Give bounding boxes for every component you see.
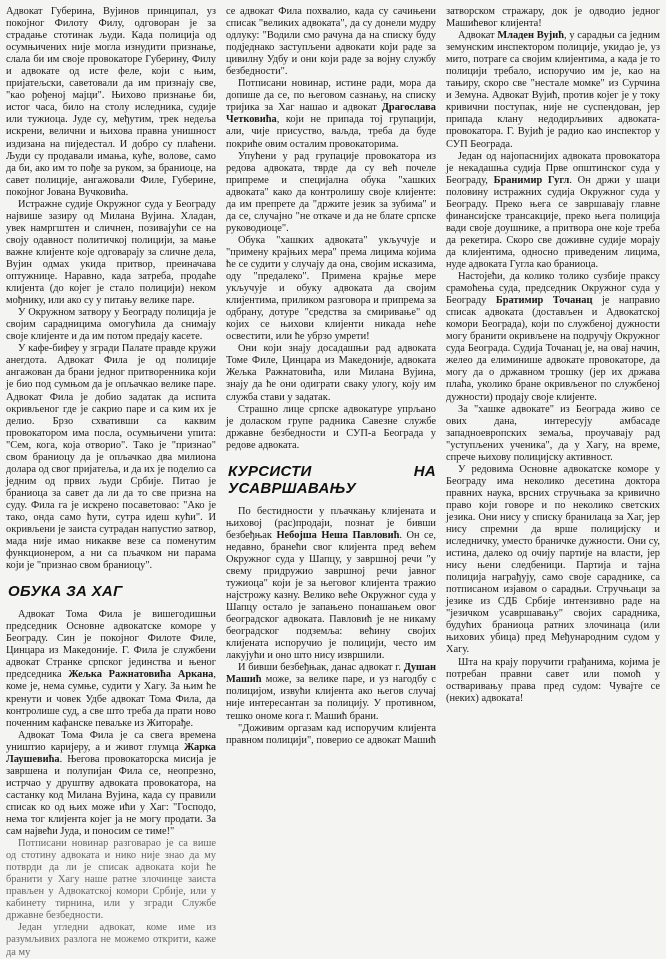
paragraph: За "хашке адвокате" из Београда живо се ових дана, интересују амбасаде западноевропских земаља, проучавају рад "уступљених ученика", да у Хагу, на време, спрече њихову полицијску активност. — [446, 403, 660, 463]
paragraph: затворском стражару, док је одводио једног Машићевог клијента! — [446, 6, 660, 30]
paragraph — [6, 609, 216, 729]
paragraph: Адвокат Губерина, Вујинов принципал, уз покојног Филоту Филу, одговоран је за страдање стотинак људи. Када полиција од осумњичених није могла изнудити признање, слала би им своје провокаторе Губерину, Филу и адвокате од исте феле, који с њим, пријатељски, саветовали да им признају све, "као рођеној мајци". Њихово признање би, истог часа, било на столу иследника, судије или тужиоца. Јуде су, међутим, трек недеља искрени, велични и њихова правна унишност издизана на пиједестал. И добро су плаћени. Људи су продавали имања, куће, волове, само да би, ако им то пође за руком, за браниоце, на савет полиције, ангажовали Филе, Губерине, покојног Јована Вучковића. — [6, 6, 216, 198]
text: И бивши безбеђњак, данас адвокат г. — [238, 662, 404, 674]
text: Адвокат Тома Фила је са свега времена уништио каријеру, а и живот глумца — [6, 729, 216, 753]
person-name: Братимир Точанац — [495, 295, 593, 307]
text: . Његова провокаторска мисија је завршена и полупијан Фила се, неопрезно, истрчао у друштву адвоката провокатора, на састанку код Милана Вујина, када су правили списак ко од њих може ићи у Хаг: "Господо, нема тог клијента којег ја не могу продати. За сам највећи Јуда, и поносим се тиме!" — [6, 753, 216, 838]
text: Адвокат Тома Фила је вишегодишњи председник Основне адвокатске коморе у Београду. Син је покојног Филоте Филе, Цинцара из Македоније. Г. Фила је службени адвокат Странке српског јединства и њеног председника — [6, 609, 216, 681]
text: . Он држи у шаци половину истражних судија Окружног суда у Београду. Преко њега се завршавају главне финансијске трансакције, преко њега полиција вади своје доушнике, а притвора оне које треба да рекетира. Скоро све доживне судије морају да клијентима, односно приведеним лицима, нуде адвоката Гугла као браниоца. — [446, 174, 660, 270]
paragraph: се адвокат Фила похвалио, када су сачињени списак "великих адвоката", да су донели мудру одлуку: "Водили смо рачуна да на списку буду подједнако заступљени адвокати који раде за цивилну Удбу и они који раде за војну службу безбедности". — [226, 6, 436, 78]
text: Један од најопаснијих адвоката провокатора је некадашња судија Прве општинског суда у Београду, — [446, 150, 660, 186]
paragraph: "Доживим оргазам кад испоручим клијента правном полицији", поверио се адвокат Машић — [226, 722, 436, 746]
text: , коме је, нема сумње, судити у Хагу. За њим ће кренути и човек Удбе адвокат Тома Фила, да контролише суд, а све што треба да прати ново поченним кафанске певаљке из Житорађе. — [6, 669, 216, 729]
paragraph: Један угледни адвокат, коме име из разумљивих разлога не можемо открити, каже да му — [6, 922, 216, 958]
person-name: Жељка Ражнатовића Аркана — [68, 669, 214, 681]
paragraph: Обука "хашких адвоката" укључује и "примену крајњих мера" према лицима којима ће се судити у случају да она, својим исказима, оду "предалеко". Примена крајње мере укључује и обуку адвоката да својим клијентима, приликом разговора и припрема за одбрану, дотуре "средства за смиривање" од којих се њихови клијенти никада неће освестити, или ће убрзо умрети! — [226, 234, 436, 343]
person-name: Жарка Лаушевића — [6, 741, 216, 765]
paragraph — [446, 271, 660, 404]
text: По бестидности у пљачкању клијената и њиховој (рас)продаји, познат је бивши безбеђњак — [226, 505, 436, 541]
person-name: Бранимир Гугл — [493, 174, 570, 186]
paragraph: Страшно лице српске адвокатуре упрљано је доласком групе радника Савезне службе државне безбедности и СУП-а Београда у редове адвоката. — [226, 403, 436, 451]
paragraph: Шта на крају поручити грађанима, којима је потребан правни савет или помоћ у остваривању права пред судом: Чувајте се (неких) адвоката! — [446, 656, 660, 704]
person-name: Небојша Неша Павловић — [276, 529, 400, 541]
text: Потписани новинар, истине ради, мора да допише да се, по његовом сазнању, на списку тријика за Хаг нашао и адвокат — [226, 78, 436, 114]
paragraph — [226, 506, 436, 663]
text: , који не припада тој групацији, али, чије присуство, ваљда, треба да буде покриће овим осталим провокаторима. — [226, 114, 436, 150]
paragraph: У кафе-бифеу у згради Палате правде кружи анегдота. Адвокат Фила је од полиције ангажован да брани једног притворенника који је био под сумњом да је опљачкао велике паре. Адвокат Фила је добио задатак да испита окривљеног где је сакрио паре и са ким их је делио. Брзо схвативши са каквим провокатором има посла, осумњичени упита: "Сем, кога, која отворио". Тако је "признао" свом браниоцу да је опљачкао два милиона долара од свог пријатеља, и да их је поделио са једним од првих људи Србије. Питао је браниоца за савет да ли да то све призна на суду. Фила га је искрено посаветовао: "Ако је тако, онда само ћути, сутра идеш кући". И окривљени је заиста сутрадан напустио затвор, мада није имао никакве везе са поменутим функционером, а ни са пљачком ни парама који је "признао свом браниоцу". — [6, 343, 216, 572]
paragraph: У Окружном затвору у Београду полиција је својим сарадницима омогућила да снимају своје клијенте и да им потом предају касете. — [6, 307, 216, 343]
paragraph — [446, 30, 660, 150]
paragraph — [226, 662, 436, 722]
subheading-training-for-hague: ОБУКА ЗА ХАГ — [8, 583, 123, 601]
text: . Он се, недавно, бранећи свог клијента пред већем Окружног суда у Шапцу, у завршној речи "у свему придружио завршној речи јавног тужиоца" који је за његовог клијента тражио најстрожу казну. Велико веће Окружног суда у Шапцу остало је запањено понашањем овог београдског адвоката. Павловић је не никаму београдског подземља: већину својих клијената испоручио је полицији, често им лакујући и оно што нису извршили. — [226, 529, 436, 662]
text: Настојећи, да колико толико сузбије праксу срамоћења суда, председник Окружног суда у Београду — [446, 271, 660, 307]
text: је направио списак адвоката (достављен и Адвокатској комори Београда), који по службеној дужности могу бранити окривљене на подручју Окружног суда Београда. Судија Точанац је, на овај начин, желео да елиминише адвокате провокаторе, да могу да о државном трошку (јер их држава плаћа, уколико бране окривљеног по службеној дужности) продају своје клијенте. — [446, 295, 660, 403]
text: може, за велике паре, и уз нагодбу с полицијом, извући клијента ако његов случај није интересантан за полицију. У противном, тешко ономе кога г. Машић брани. — [226, 674, 436, 722]
text: , у сарадњи са једним земунским инспектором полиције, укидао је, уз мито, потраге са својим клијентима, а када је то полицији требало, испоручио им је, као на тањиру, скоро све "нестале момке" из Сурчина и Земуна. Адвокат Вујић, против којег је у току кривични поступак, није не суспендован, јер припада клану недодирљивих адвоката-провокатора. Г. Вујић је радио као инспектор у СУП Београда. — [446, 30, 660, 150]
column-right — [446, 6, 660, 911]
person-name: Младен Вујић — [497, 30, 564, 42]
paragraph: Истражне судије Окружног суда у Београду највише зазиру од Милана Вујина. Хладан, увек намргштен и сличнен, позивајући се на своју одавност политичкој полицији, за мање важне клијенте које одговарају за сличне дела, Вујин одмах укида притвор, преиначава оптужнице. Наравно, када затреба, продаће клијента (до којег је стало полицији) неком мођнику, или ако су у питању велике паре. — [6, 198, 216, 307]
subheading-trainees: КУРСИСТИ НА УСАВРШАВАЊУ — [228, 462, 436, 497]
text: Адвокат — [458, 30, 498, 42]
paragraph: Потписани новинар разговарао је са више од стотину адвоката и нико није знао да му потврди да ли је списак адвоката који ће бранити у Хагу наше ратне злочинце заиста прављен у Адвокатској комори Србије, или у кабинету тирнина, или у згради Службе државне безбедности. — [6, 838, 216, 922]
column-middle — [226, 6, 436, 911]
paragraph: Они који знају досадашњи рад адвоката Томе Филе, Цинцара из Македоније, адвоката Жељка Ражнатовића, или Милана Вујина, знају да ће они одиграти сваку улогу, коју им служба стави у задатак. — [226, 343, 436, 403]
paragraph — [446, 151, 660, 271]
person-name: Душан Машић — [226, 662, 436, 686]
person-name: Драгослава Четковића — [226, 102, 436, 126]
paragraph — [226, 78, 436, 150]
paragraph: У редовима Основне адвокатске коморе у Београду има неколико десетина доктора правних наука, врсних стручњака за кривично право који говоре и по неколико светских језика. Они нису у списку бранилаца за Хаг, јер нису спремни да врше полицијску и иследничку, уместо браничке дужности. Они су, истина, далеко од очију партије на власти, јер нису њени следбеници. Партија и тајна полиција награђују, само своје сараднике, са потписаном изјавом о сарадњи. Стручњаци за језике из СДБ Србије интензивно раде на "језичком усавршавању" својих сарадника, будућих браниоца ратних злочинаца (или њихових убица) пред Међународним судом у Хагу. — [446, 463, 660, 656]
paragraph — [6, 730, 216, 838]
paragraph: Упућени у рад групације провокатора из редова адвоката, тврде да су већ почеле припреме и специјална обука "хашких адвоката" како да контролишу своје клијенте: да им препрете да "држите језик за зубима" и да се, случајно "не откаче и да не блате српске руководиоце". — [226, 150, 436, 234]
column-left — [6, 6, 216, 958]
